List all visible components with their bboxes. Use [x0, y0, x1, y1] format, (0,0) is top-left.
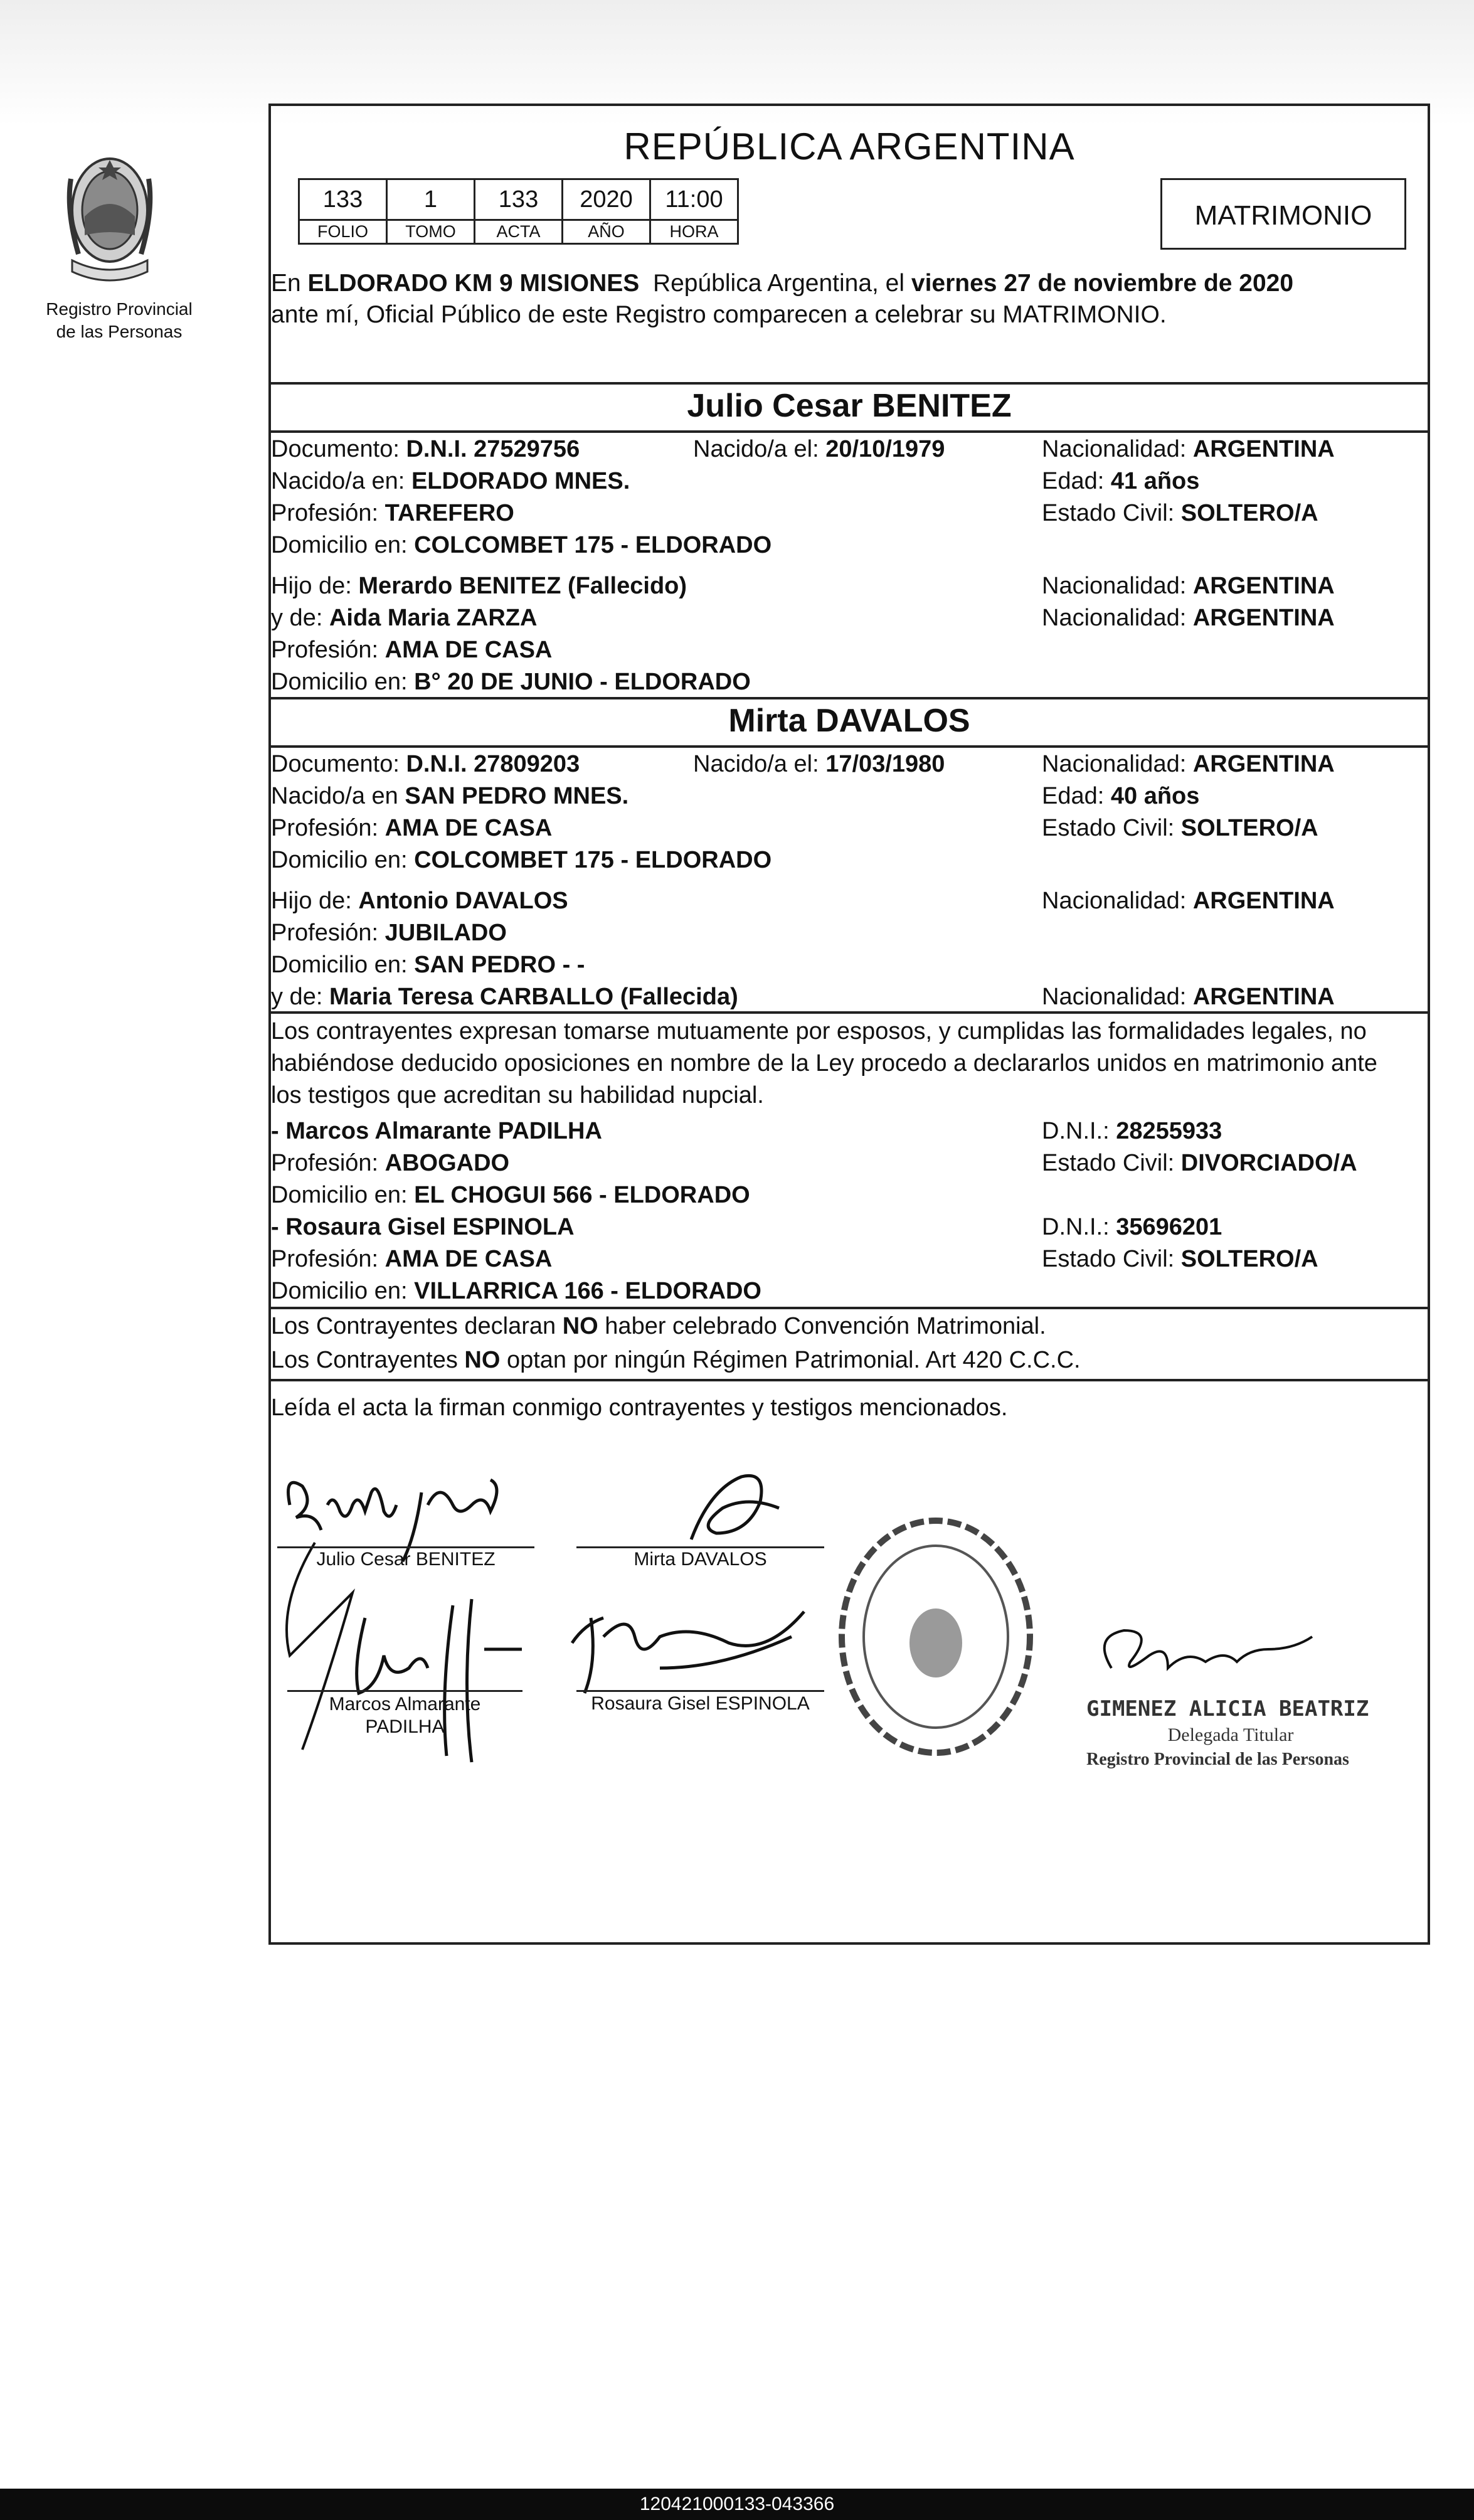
acta-value: 133: [475, 179, 563, 220]
acta-label: ACTA: [475, 220, 563, 244]
signature-marcos-padilha: [327, 1593, 566, 1768]
signature-caption-mirta: Mirta DAVALOS: [634, 1549, 767, 1570]
registry-caption: Registro Provincial de las Personas: [46, 299, 193, 341]
declaration-line-1: Los contrayentes expresan tomarse mutuamente por esposos, y cumplidas las formalidades legales, no: [271, 1018, 1367, 1045]
signature-line-1: [277, 1546, 534, 1548]
divider: [271, 1307, 1428, 1309]
convention-line-1: Los Contrayentes declaran NO haber celebrado Convención Matrimonial.: [271, 1313, 1046, 1339]
spouse1-name: Julio Cesar BENITEZ: [687, 388, 1012, 424]
tomo-label: TOMO: [387, 220, 475, 244]
folio-value: 133: [299, 179, 387, 220]
ano-label: AÑO: [563, 220, 650, 244]
round-registry-seal: [829, 1511, 1042, 1762]
signature-line-4: [576, 1690, 824, 1692]
provincia-misiones-emblem: [60, 135, 160, 292]
signature-rosaura-espinola: [566, 1599, 829, 1699]
hora-value: 11:00: [650, 179, 738, 220]
signature-caption-julio: Julio Cesar BENITEZ: [316, 1549, 496, 1570]
divider: [271, 1379, 1428, 1381]
hora-label: HORA: [650, 220, 738, 244]
official-office: Registro Provincial de las Personas: [1086, 1750, 1349, 1769]
marriage-certificate: REPÚBLICA ARGENTINA 133 1 133 2020 11:00 FOLIO TOMO ACTA AÑO HORA MATRIMONIO En ELDORADO KM 9 MISIONES República Argentina, el viernes 27 de noviembre de 2020 ante mí, Oficial Público de este Registro comparecen a celebrar su MATRIMONIO. Julio Cesar BENITEZ Documento: D.N.I. 27529756 Nacido/a el: 20/10/1979 Nacionalidad: ARGENTINA Nacido/a en: ELDORADO MNES. Edad: 41 años Profesión: TAREFERO Estado Civil: SOLTERO/A Domicilio en: COLCOMBET 175 - ELDORADO Hijo de: Merardo BENITEZ (Fallecido) Nacionalidad: ARGENTINA y de: Aida Maria ZARZA Nacionalidad: ARGENTINA Profesión: AMA DE CASA Domicilio en: B° 20 DE JUNIO - ELDORADO Mirta DAVALOS Documento: D.N.I. 27809203 Nacido/a el: 17/03/1980 Nacionalidad: ARGENTINA Nacido/a en SAN PEDRO MNES. Edad: 40 años Profesión: AMA DE CASA Estado Civil: SOLTERO/A Domicilio en: COLCOMBET 175 - ELDORADO Hijo de: Antonio DAVALOS Nacionalidad: ARGENTINA Profesión: JUBILADO Domicilio en: SAN PEDRO - - y de: Maria Teresa CARBALLO (Fallecida) Nacionalidad: ARGENTINA Los contrayentes expresan tomarse mutuamente por esposos, y cumplidas las formalidades legales, no habiéndose deducido oposiciones en nombre de la Ley procedo a declararlos unidos en matrimonio ante los testigos que acreditan su habilidad nupcial. - Marcos Almarante PADILHA D.N.I.: 28255933 Profesión: ABOGADO Estado Civil: DIVORCIADO/A Domicilio en: EL CHOGUI 566 - ELDORADO - Rosaura Gisel ESPINOLA D.N.I.: 35696201 Profesión: AMA DE CASA Estado Civil: SOLTERO/A Domicilio en: VILLARRICA 166 - ELDORADO Los Contrayentes declaran NO haber celebrado Convención Matrimonial. Los Contrayentes NO optan por ningún Régimen Patrimonial. Art 420 C.C.C. Leída el acta la firman conmigo contrayentes y testigos mencionados. Julio Cesar BENITEZ Mirta DAVALOS Marcos Almarante PADILHA Rosaura Gisel ESPINOLA GIMENEZ ALICIA BEATRIZ Delegada Titular Registro Provincial de las Personas: [268, 104, 1430, 1945]
record-header-table: [298, 178, 739, 245]
signature-mirta-davalos: [672, 1464, 798, 1552]
page-title: REPÚBLICA ARGENTINA: [623, 125, 1075, 167]
intro-line-1: En ELDORADO KM 9 MISIONES República Argentina, el viernes 27 de noviembre de 2020: [271, 270, 1294, 297]
intro-line-2: ante mí, Oficial Público de este Registro comparecen a celebrar su MATRIMONIO.: [271, 301, 1167, 328]
spouse2-name: Mirta DAVALOS: [728, 703, 970, 739]
tomo-value: 1: [387, 179, 475, 220]
divider: [271, 382, 1428, 385]
declaration-line-3: los testigos que acreditan su habilidad nupcial.: [271, 1082, 764, 1108]
closing-text: Leída el acta la firman conmigo contrayentes y testigos mencionados.: [271, 1395, 1008, 1421]
signature-caption-marcos: Marcos Almarante PADILHA: [329, 1694, 481, 1737]
signature-line-3: [287, 1690, 522, 1692]
signature-line-2: [576, 1546, 824, 1548]
official-name: GIMENEZ ALICIA BEATRIZ: [1086, 1696, 1369, 1721]
official-signature: [1086, 1612, 1325, 1693]
divider: [271, 430, 1428, 433]
official-role: Delegada Titular: [1167, 1725, 1294, 1745]
signature-caption-rosaura: Rosaura Gisel ESPINOLA: [591, 1693, 810, 1714]
divider: [271, 697, 1428, 699]
folio-label: FOLIO: [299, 220, 387, 244]
act-type-box: MATRIMONIO: [1160, 178, 1406, 250]
divider: [271, 745, 1428, 748]
divider: [271, 1011, 1428, 1014]
convention-line-2: Los Contrayentes NO optan por ningún Régimen Patrimonial. Art 420 C.C.C.: [271, 1347, 1081, 1373]
document-barcode-number: 120421000133-043366: [0, 2489, 1474, 2520]
declaration-line-2: habiéndose deducido oposiciones en nombre de la Ley procedo a declararlos unidos en matrimonio ante: [271, 1050, 1377, 1077]
ano-value: 2020: [563, 179, 650, 220]
